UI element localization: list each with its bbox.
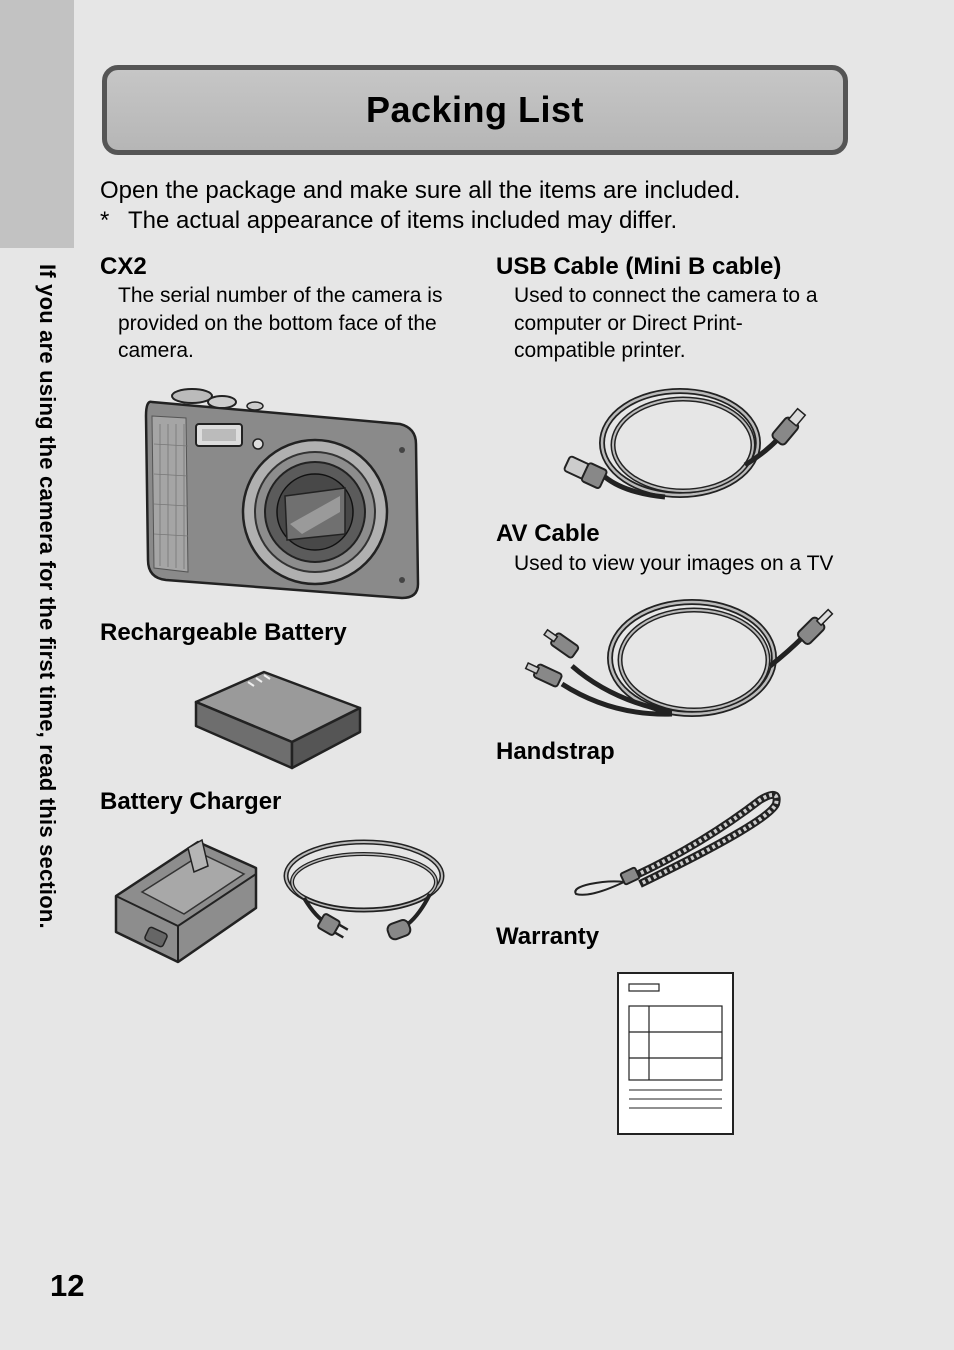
intro-text	[100, 176, 740, 236]
item-heading-av-cable: AV Cable	[496, 520, 600, 547]
item-heading-warranty: Warranty	[496, 923, 600, 950]
section-tab-label: If you are using the camera for the first time, read this section.	[35, 264, 60, 929]
item-heading-charger: Battery Charger	[100, 788, 282, 815]
desc-line: provided on the bottom face of the	[118, 311, 437, 335]
desc-line: Used to view your images on a TV	[514, 552, 834, 575]
power-cord-illustration	[280, 838, 448, 948]
item-heading-handstrap: Handstrap	[496, 738, 615, 765]
item-heading-usb-cable: USB Cable (Mini B cable)	[496, 253, 782, 280]
title-banner	[102, 65, 848, 155]
intro-note	[100, 206, 740, 236]
desc-line: computer or Direct Print-	[514, 311, 743, 335]
battery-illustration	[192, 668, 364, 772]
page-number: 12	[50, 1268, 85, 1303]
charger-illustration	[112, 838, 262, 968]
intro-line: Open the package and make sure all the items are included.	[100, 177, 741, 204]
desc-line: The serial number of the camera is	[118, 284, 443, 307]
desc-line: compatible printer.	[514, 339, 686, 362]
desc-line: camera.	[118, 339, 194, 362]
handstrap-illustration	[570, 786, 784, 906]
item-heading-cx2: CX2	[100, 253, 147, 280]
page-title: Packing List	[365, 89, 585, 130]
item-heading-battery: Rechargeable Battery	[100, 619, 347, 646]
usb-cable-illustration	[545, 385, 805, 505]
note-marker: *	[100, 207, 110, 234]
av-cable-illustration	[522, 596, 832, 726]
warranty-card-illustration	[617, 972, 735, 1136]
camera-illustration	[140, 384, 425, 604]
item-desc-usb-cable	[514, 282, 818, 365]
note-text: The actual appearance of items included may differ.	[128, 207, 678, 234]
item-desc-av-cable	[514, 550, 833, 578]
section-tab	[0, 0, 74, 248]
desc-line: Used to connect the camera to a	[514, 284, 818, 307]
item-desc-cx2	[118, 282, 442, 365]
